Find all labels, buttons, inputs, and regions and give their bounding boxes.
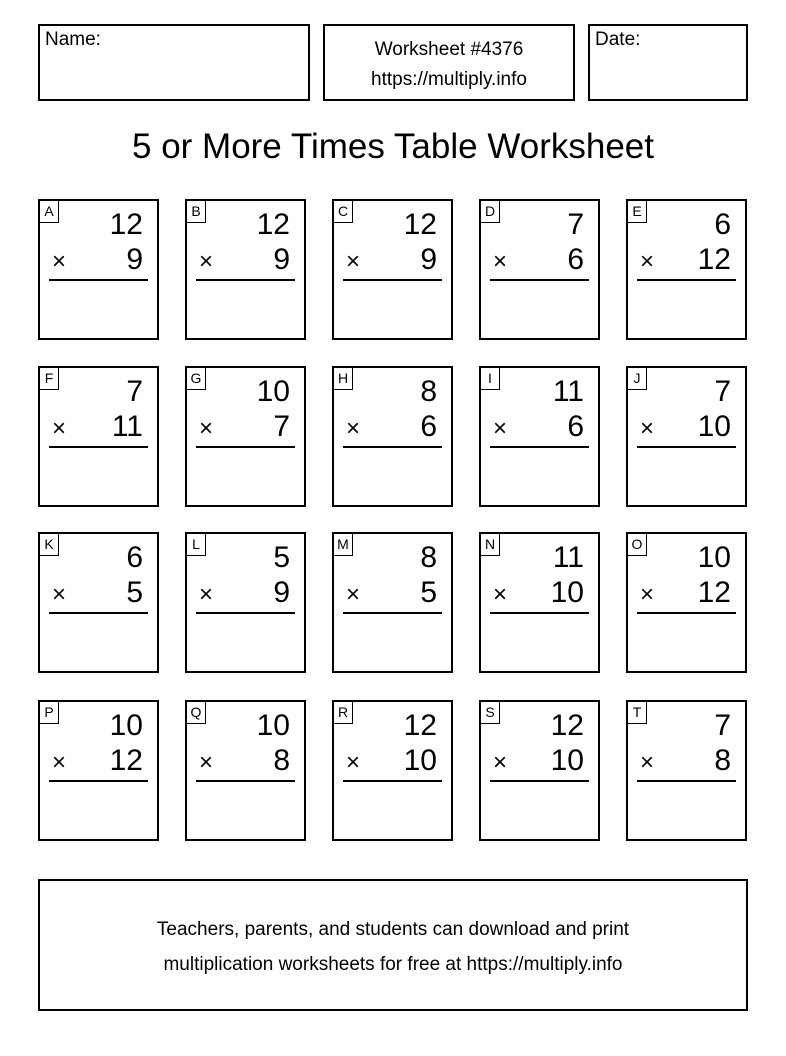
answer-line — [49, 780, 148, 782]
problem-card[interactable] — [38, 366, 159, 507]
multiplicand: 10 — [697, 541, 731, 574]
times-sign: × — [199, 415, 214, 442]
times-sign: × — [346, 581, 361, 608]
worksheet-url: https://multiply.info — [371, 69, 527, 90]
multiplier: 7 — [273, 410, 290, 443]
answer-line — [343, 780, 442, 782]
problem-letter: I — [481, 368, 500, 390]
times-sign: × — [199, 749, 214, 776]
footer-line-1: Teachers, parents, and students can download and print — [156, 919, 630, 940]
multiplicand: 12 — [550, 709, 584, 742]
multiplier: 8 — [714, 744, 731, 777]
multiplier: 12 — [109, 744, 143, 777]
answer-line — [343, 612, 442, 614]
times-sign: × — [52, 415, 67, 442]
times-sign: × — [52, 248, 67, 275]
multiplier: 10 — [403, 744, 437, 777]
answer-line — [49, 446, 148, 448]
problem-card[interactable] — [479, 199, 600, 340]
problem-card[interactable] — [38, 532, 159, 673]
problem-letter: K — [40, 534, 59, 556]
problem-card[interactable] — [626, 700, 747, 841]
answer-line — [196, 446, 295, 448]
problem-letter: R — [334, 702, 353, 724]
multiplicand: 5 — [273, 541, 290, 574]
answer-line — [637, 446, 736, 448]
multiplier: 11 — [111, 410, 143, 443]
answer-line — [637, 780, 736, 782]
date-label: Date: — [595, 29, 641, 50]
problem-card[interactable] — [38, 700, 159, 841]
multiplier: 5 — [420, 576, 437, 609]
multiplicand: 11 — [552, 375, 584, 408]
multiplicand: 6 — [714, 208, 731, 241]
problem-letter: C — [334, 201, 353, 223]
multiplicand: 10 — [256, 709, 290, 742]
worksheet-number: Worksheet #4376 — [374, 39, 524, 60]
multiplier: 5 — [126, 576, 143, 609]
problem-letter: M — [334, 534, 353, 556]
times-sign: × — [493, 415, 508, 442]
multiplier: 9 — [273, 576, 290, 609]
answer-line — [49, 279, 148, 281]
problem-letter: H — [334, 368, 353, 390]
multiplicand: 10 — [109, 709, 143, 742]
problem-card[interactable] — [185, 700, 306, 841]
multiplier: 6 — [420, 410, 437, 443]
answer-line — [343, 279, 442, 281]
times-sign: × — [640, 581, 655, 608]
name-field-box[interactable] — [38, 24, 310, 101]
footer-box — [38, 879, 748, 1011]
times-sign: × — [640, 749, 655, 776]
problem-letter: O — [628, 534, 647, 556]
problem-card[interactable] — [626, 366, 747, 507]
problem-card[interactable] — [185, 532, 306, 673]
multiplier: 9 — [273, 243, 290, 276]
times-sign: × — [493, 248, 508, 275]
problem-card[interactable] — [479, 366, 600, 507]
multiplicand: 10 — [256, 375, 290, 408]
problem-letter: G — [187, 368, 206, 390]
problem-letter: P — [40, 702, 59, 724]
times-sign: × — [199, 248, 214, 275]
problem-letter: E — [628, 201, 647, 223]
multiplier: 10 — [550, 576, 584, 609]
multiplicand: 6 — [126, 541, 143, 574]
answer-line — [490, 279, 589, 281]
answer-line — [490, 446, 589, 448]
multiplier: 12 — [697, 243, 731, 276]
problem-card[interactable] — [332, 199, 453, 340]
problem-card[interactable] — [185, 199, 306, 340]
problem-letter: Q — [187, 702, 206, 724]
multiplier: 10 — [550, 744, 584, 777]
answer-line — [637, 612, 736, 614]
multiplier: 9 — [126, 243, 143, 276]
multiplier: 6 — [567, 243, 584, 276]
answer-line — [49, 612, 148, 614]
answer-line — [490, 612, 589, 614]
answer-line — [196, 612, 295, 614]
problem-card[interactable] — [332, 366, 453, 507]
problem-letter: B — [187, 201, 206, 223]
multiplier: 9 — [420, 243, 437, 276]
problem-letter: T — [628, 702, 647, 724]
worksheet-info-box — [323, 24, 575, 101]
problem-card[interactable] — [38, 199, 159, 340]
times-sign: × — [52, 581, 67, 608]
problem-letter: L — [187, 534, 206, 556]
answer-line — [637, 279, 736, 281]
multiplicand: 7 — [126, 375, 143, 408]
multiplicand: 8 — [420, 541, 437, 574]
problem-letter: A — [40, 201, 59, 223]
date-field-box[interactable] — [588, 24, 748, 101]
answer-line — [343, 446, 442, 448]
times-sign: × — [640, 415, 655, 442]
answer-line — [490, 780, 589, 782]
name-label: Name: — [45, 29, 101, 50]
times-sign: × — [346, 749, 361, 776]
problem-card[interactable] — [626, 199, 747, 340]
multiplicand: 7 — [714, 709, 731, 742]
problem-letter: F — [40, 368, 59, 390]
times-sign: × — [493, 581, 508, 608]
multiplicand: 7 — [567, 208, 584, 241]
problem-letter: S — [481, 702, 500, 724]
times-sign: × — [640, 248, 655, 275]
problem-letter: J — [628, 368, 647, 390]
times-sign: × — [346, 415, 361, 442]
multiplicand: 12 — [403, 208, 437, 241]
footer-line-2: multiplication worksheets for free at https://multiply.info — [163, 954, 623, 975]
problem-letter: D — [481, 201, 500, 223]
problem-card[interactable] — [332, 532, 453, 673]
multiplicand: 7 — [714, 375, 731, 408]
multiplicand: 12 — [109, 208, 143, 241]
answer-line — [196, 780, 295, 782]
times-sign: × — [199, 581, 214, 608]
page-title: 5 or More Times Table Worksheet — [132, 127, 654, 166]
times-sign: × — [493, 749, 508, 776]
answer-line — [196, 279, 295, 281]
multiplier: 10 — [697, 410, 731, 443]
multiplicand: 8 — [420, 375, 437, 408]
multiplicand: 12 — [403, 709, 437, 742]
multiplier: 8 — [273, 744, 290, 777]
problem-card[interactable] — [185, 366, 306, 507]
multiplicand: 11 — [552, 541, 584, 574]
multiplicand: 12 — [256, 208, 290, 241]
multiplier: 6 — [567, 410, 584, 443]
multiplier: 12 — [697, 576, 731, 609]
problem-card[interactable] — [626, 532, 747, 673]
problem-letter: N — [481, 534, 500, 556]
problem-card[interactable] — [479, 532, 600, 673]
times-sign: × — [52, 749, 67, 776]
times-sign: × — [346, 248, 361, 275]
problem-card[interactable] — [332, 700, 453, 841]
problem-card[interactable] — [479, 700, 600, 841]
